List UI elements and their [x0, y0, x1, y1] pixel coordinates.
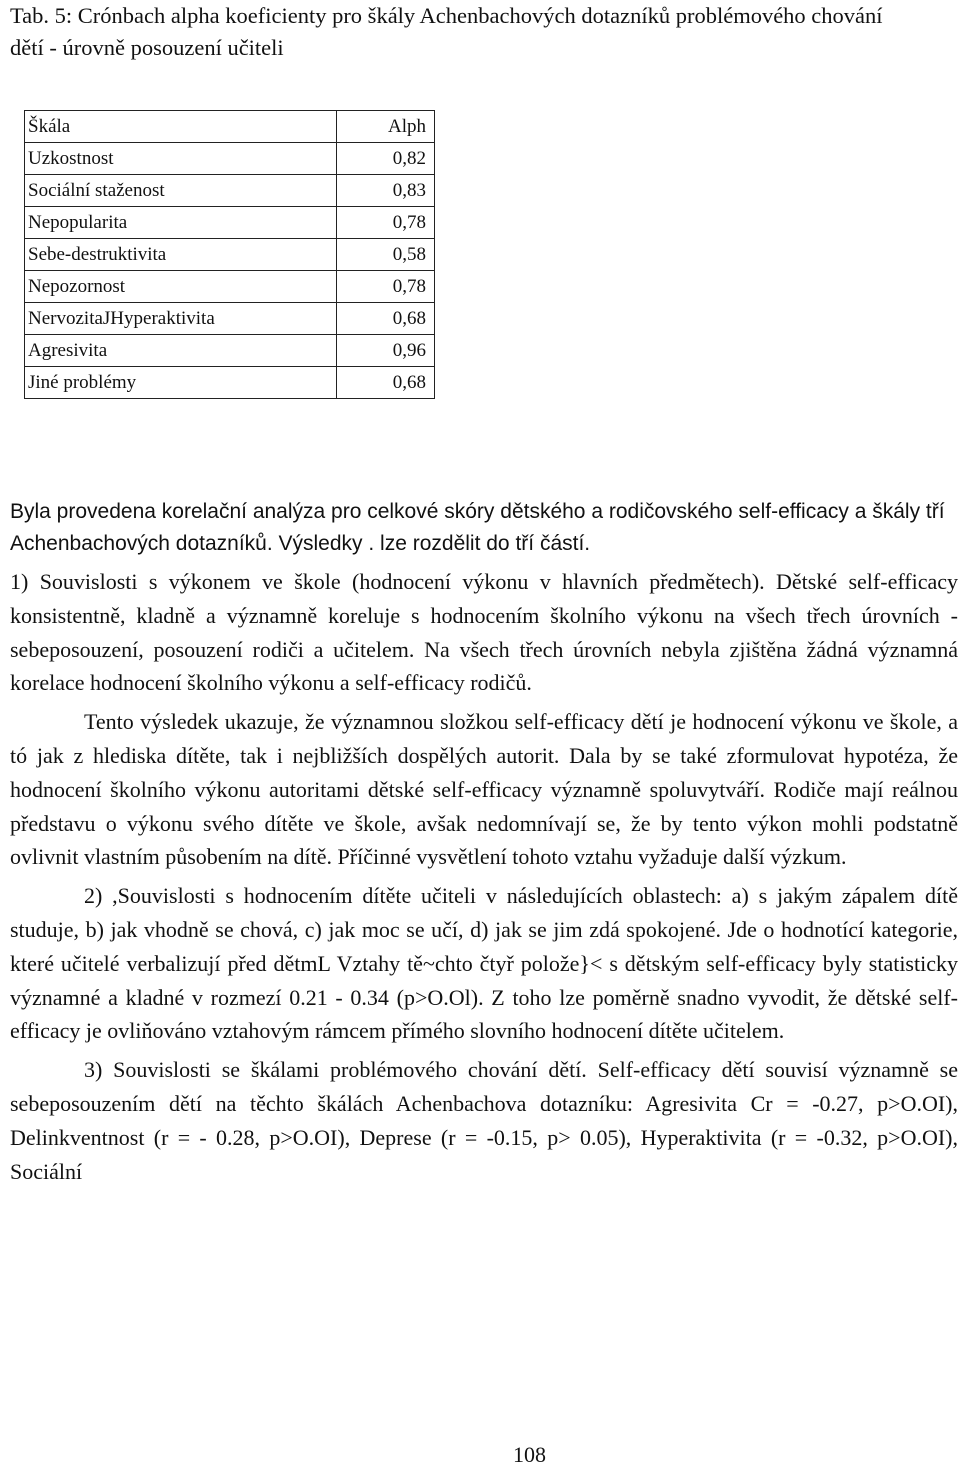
alpha-value: 0,78 [337, 271, 435, 303]
alpha-value: 0,83 [337, 175, 435, 207]
table-row [25, 207, 435, 239]
scale-name: Sociální staženost [25, 175, 337, 207]
header-alpha: Alph [337, 111, 435, 143]
paragraph-problem-behaviour: 3) Souvislosti se škálami problémového chování dětí. Self-efficacy dětí souvisí významně se sebeposouzením dětí na těchto škálách Achenbachova dotazníku: Agresivita Cr = -0.27, p>O.OI), Delinkventnost (r = - 0.28, p>O.OI), Deprese (r = -0.15, p> 0.05), Hyperaktivita (r = -0.32, p>O.OI), Sociální [10, 1057, 958, 1184]
alpha-value: 0,78 [337, 207, 435, 239]
scale-name: Nepopularita [25, 207, 337, 239]
table-row [25, 271, 435, 303]
scale-name: Agresivita [25, 335, 337, 367]
table-caption: Tab. 5: Crónbach alpha koeficienty pro škály Achenbachových dotazníků problémového chování dětí - úrovně posouzení učiteli [10, 3, 883, 60]
table-row [25, 367, 435, 399]
page-number: 108 [513, 1442, 546, 1467]
table-row [25, 143, 435, 175]
paragraph-interpretation: Tento výsledek ukazuje, že významnou složkou self-efficacy dětí je hodnocení výkonu ve škole, a tó jak z hlediska dítěte, tak i nejbližších dospělých autorit. Dala by se také zformulovat hypotéza, že hodnocení školního výkonu autoritami dětské self-efficacy významně spoluvytváří. Rodiče mají reálnou představu o výkonu svého dítěte ve škole, avšak nedomnívají se, že by tento výkon mohli podstatně ovlivnit vlastním působením na dítě. Příčinné vysvětlení tohoto vztahu vyžaduje další výzkum. [10, 709, 958, 870]
table-row [25, 335, 435, 367]
table-row [25, 303, 435, 335]
scale-name: NervozitaJHyperaktivita [25, 303, 337, 335]
alpha-value: 0,68 [337, 303, 435, 335]
alpha-table [24, 110, 435, 399]
alpha-value: 0,68 [337, 367, 435, 399]
scale-name: Sebe-destruktivita [25, 239, 337, 271]
body-text [10, 496, 958, 1188]
header-scale: Škála [25, 111, 337, 143]
paragraph-teacher-evaluation: 2) ,Souvislosti s hodnocením dítěte učiteli v následujících oblastech: a) s jakým zápalem dítě studuje, b) jak vhodně se chová, c) jak moc se učí, d) jak se jim zdá spokojené. Jde o hodnotící kategorie, které učitelé verbalizují před dětmL Vztahy tě~chto čtyř polože}< s dětským self-efficacy byly statisticky významné a kladné v rozmezí 0.21 - 0.34 (p>O.Ol). Z toho lze poměrně snadno vyvodit, že dětské self-efficacy je ovliňováno vztahovým rámcem přímého slovního hodnocení dítěte učitelem. [10, 883, 958, 1044]
alpha-value: 0,96 [337, 335, 435, 367]
alpha-value: 0,58 [337, 239, 435, 271]
table-row [25, 175, 435, 207]
scale-name: Uzkostnost [25, 143, 337, 175]
table-row [25, 239, 435, 271]
table-header-row [25, 111, 435, 143]
alpha-value: 0,82 [337, 143, 435, 175]
scale-name: Nepozornost [25, 271, 337, 303]
intro-paragraph: Byla provedena korelační analýza pro celkové skóry dětského a rodičovského self-efficacy a škály tří Achenbachových dotazníků. Výsledky . lze rozdělit do tří částí. [10, 500, 945, 555]
paragraph-school-performance: 1) Souvislosti s výkonem ve škole (hodnocení výkonu v hlavních předmětech). Dětské self-efficacy konsistentně, kladně a významně koreluje s hodnocením školního výkonu na všech třech úrovních - sebeposouzení, posouzení rodiči a učitelem. Na všech třech úrovních nebyla zjištěna žádná významná korelace hodnocení školního výkonu a self-efficacy rodičů. [10, 569, 958, 696]
scale-name: Jiné problémy [25, 367, 337, 399]
